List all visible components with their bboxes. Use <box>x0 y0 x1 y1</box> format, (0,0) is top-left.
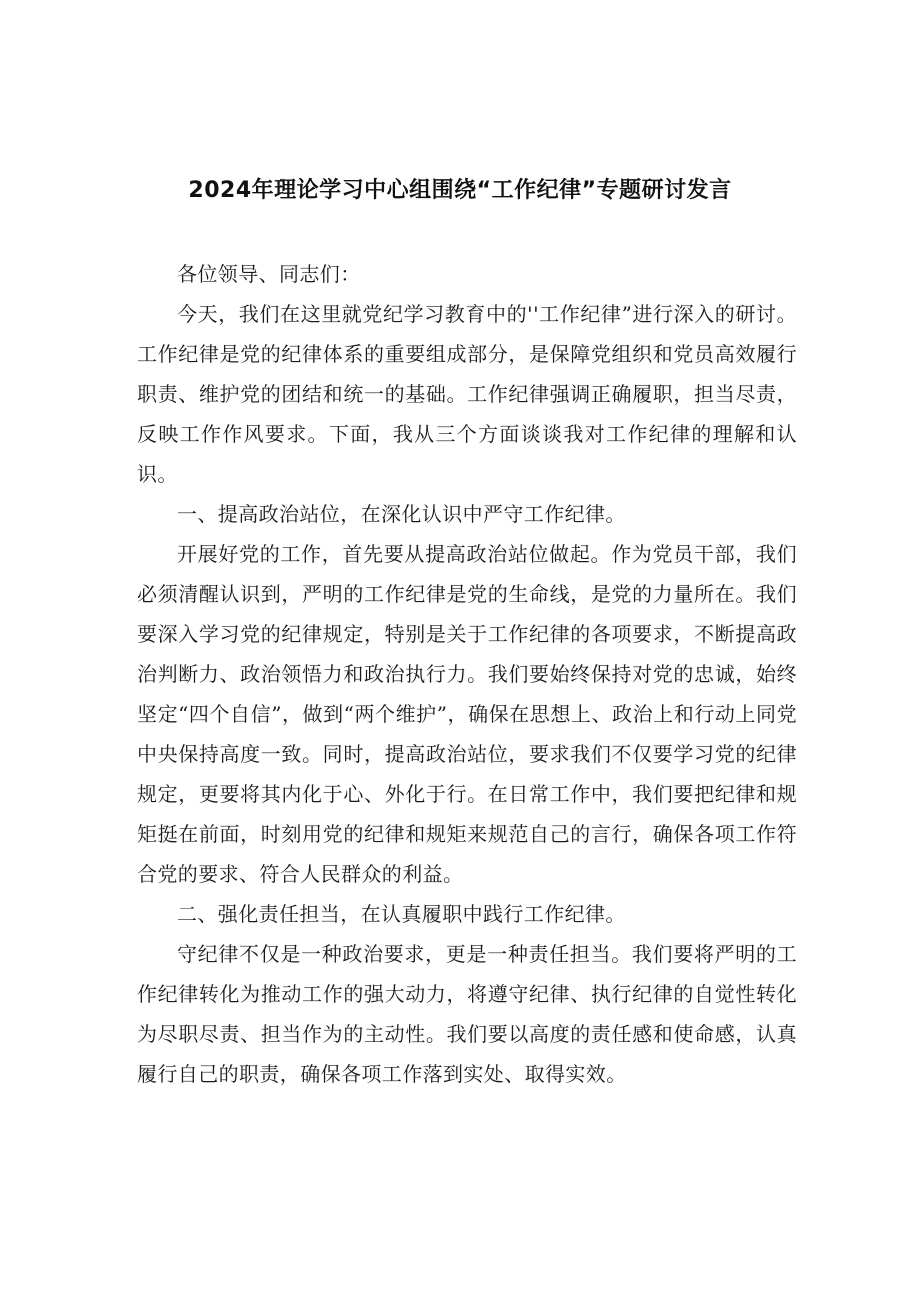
greeting: 各位领导、同志们： <box>177 262 361 286</box>
document-title: 2024年理论学习中心组围绕“工作纪律”专题研讨发言 <box>188 178 732 203</box>
section-heading-2: 二、强化责任担当，在认真履职中践行工作纪律。 <box>177 902 626 926</box>
paragraph-section-2: 守纪律不仅是一种政治要求，更是一种责任担当。我们要将严明的工作纪律转化为推动工作的强大动力，将遵守纪律、执行纪律的自觉性转化为尽职尽责、担当作为的主动性。我们要以高度的责任感和使命感，认真履行自己的职责，确保各项工作落到实处、取得实效。 <box>137 942 797 1086</box>
paragraph-section-1: 开展好党的工作，首先要从提高政治站位做起。作为党员干部，我们必须清醒认识到，严明的工作纪律是党的生命线，是党的力量所在。我们要深入学习党的纪律规定，特别是关于工作纪律的各项要求，不断提高政治判断力、政治领悟力和政治执行力。我们要始终保持对党的忠诚，始终坚定“四个自信”，做到“两个维护”，确保在思想上、政治上和行动上同党中央保持高度一致。同时，提高政治站位，要求我们不仅要学习党的纪律规定，更要将其内化于心、外化于行。在日常工作中，我们要把纪律和规矩挺在前面，时刻用党的纪律和规矩来规范自己的言行，确保各项工作符合党的要求、符合人民群众的利益。 <box>137 542 797 886</box>
section-heading-1: 一、提高政治站位，在深化认识中严守工作纪律。 <box>177 502 626 526</box>
paragraph-intro: 今天，我们在这里就党纪学习教育中的''工作纪律”进行深入的研讨。工作纪律是党的纪律体系的重要组成部分，是保障党组织和党员高效履行职责、维护党的团结和统一的基础。工作纪律强调正确履职，担当尽责，反映工作作风要求。下面，我从三个方面谈谈我对工作纪律的理解和认识。 <box>137 302 797 486</box>
document-body <box>137 254 797 1094</box>
